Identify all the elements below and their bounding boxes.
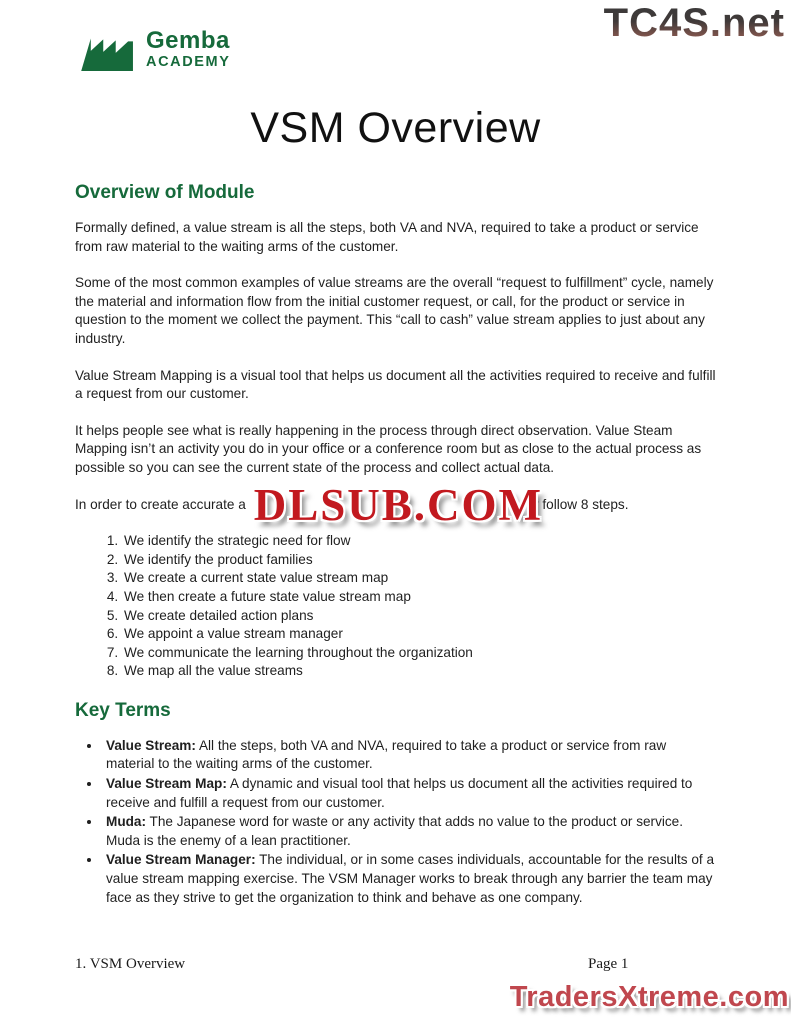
list-item: 5. We create detailed action plans (122, 607, 717, 626)
list-item: 8. We map all the value streams (122, 662, 717, 681)
heading-key-terms: Key Terms (75, 699, 171, 721)
vsm-steps-list (75, 532, 717, 681)
page-title: VSM Overview (250, 104, 541, 152)
logo-brand: Gemba (146, 26, 230, 54)
term-definition: A dynamic and visual tool that helps us document all the activities required to receive and fulfill a request from our customer. (106, 776, 693, 810)
list-item: 4. We then create a future state value stream map (122, 588, 717, 607)
paragraph: Formally defined, a value stream is all the steps, both VA and NVA, required to take a product or service from raw material to the waiting arms of the customer. (75, 220, 699, 254)
logo-text (146, 26, 231, 70)
term-label: Value Stream Manager: (106, 852, 256, 868)
list-item: 2. We identify the product families (122, 551, 717, 570)
term-label: Muda: (106, 814, 147, 830)
list-item: 7. We communicate the learning throughout the organization (122, 644, 717, 663)
paragraph-fragment-right: y follow 8 steps. (531, 496, 629, 512)
watermark-bottom-right: TradersXtreme.com (509, 981, 789, 1013)
term-label: Value Stream: (106, 737, 196, 753)
list-item: 3. We create a current state value stream map (122, 569, 717, 588)
heading-overview-of-module: Overview of Module (75, 182, 255, 203)
gemba-academy-logo (78, 26, 231, 72)
term-definition: All the steps, both VA and NVA, required to take a product or service from raw material to the waiting arms of the customer. (106, 737, 667, 772)
list-item (102, 775, 717, 812)
list-item: 6. We appoint a value stream manager (122, 625, 717, 644)
list-item (102, 851, 717, 907)
watermark-center: DLSUB.COM (253, 480, 544, 530)
logo-subtitle: ACADEMY (146, 53, 231, 70)
term-label: Value Stream Map: (106, 776, 227, 792)
document-body (75, 182, 717, 908)
footer-page-number: Page 1 (588, 956, 629, 972)
paragraph: It helps people see what is really happening in the process through direct observation. Value Steam Mapping isn’t an activity you do in your office or a conference room but as close to the actual process as possible so you can see the current state of the process and collect actual data. (75, 422, 702, 475)
footer-section-label: 1. VSM Overview (75, 956, 186, 972)
list-item: 1. We identify the strategic need for flow (122, 532, 717, 551)
key-terms-list (75, 737, 717, 907)
term-definition: The Japanese word for waste or any activity that adds no value to the product or service. Muda is the enemy of a lean practitioner. (106, 814, 684, 848)
list-item (102, 813, 717, 850)
watermark-top-right: TC4S.net (603, 1, 785, 45)
factory-icon (78, 26, 140, 72)
paragraph: Value Stream Mapping is a visual tool that helps us document all the activities required to receive and fulfill a request from our customer. (75, 367, 716, 402)
term-definition: The individual, or in some cases individuals, accountable for the results of a value stream mapping exercise. The VSM Manager works to break through any barrier the team may face as they strive to get the organization to think and behave as one company. (106, 852, 715, 905)
list-item (102, 737, 717, 774)
paragraph-fragment-left: In order to create accurate a (75, 496, 246, 512)
paragraph: Some of the most common examples of value streams are the overall “request to fulfillment” cycle, namely the material and information flow from the initial customer request, or call, for the product or service in question to the moment we collect the payment. This “call to cash” value stream applies to just about any industry. (75, 275, 714, 346)
